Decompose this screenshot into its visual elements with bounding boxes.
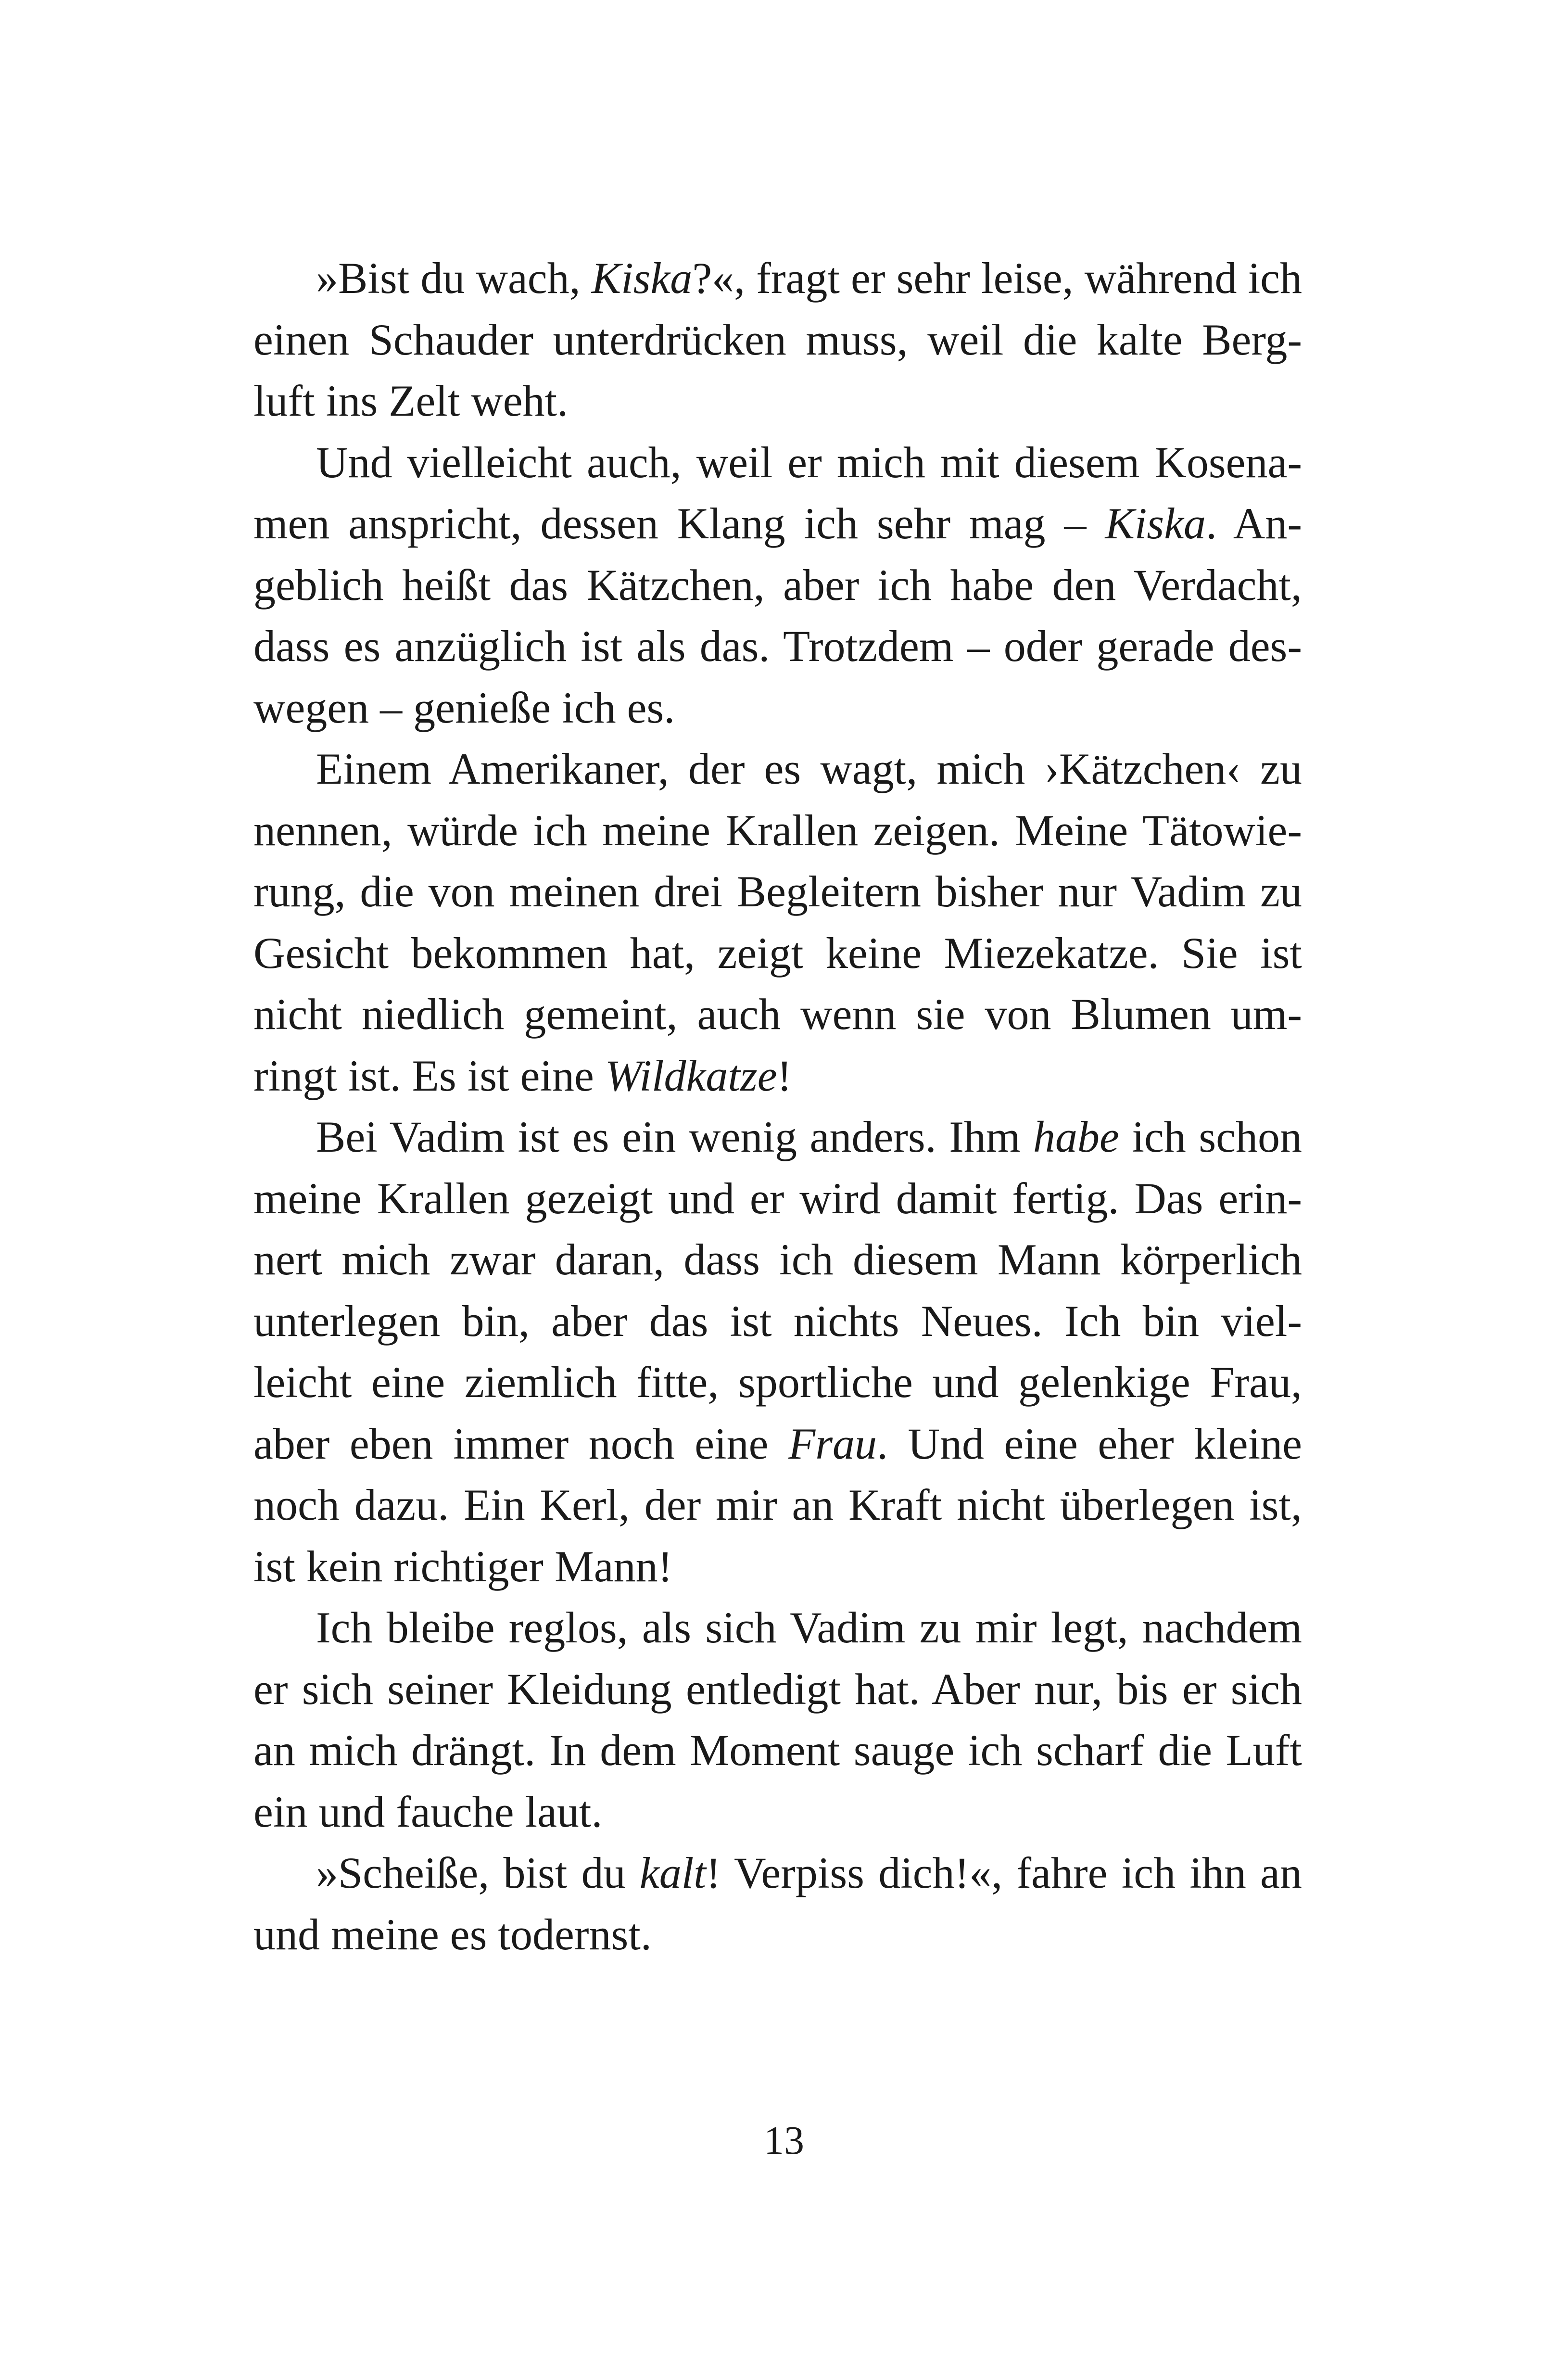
paragraph [253, 248, 1302, 432]
text-run: dass es anzüglich ist als das. Trotzdem – oder gerade des- [253, 622, 1302, 671]
text-line [253, 1720, 1302, 1781]
text-line [253, 1413, 1302, 1475]
text-run: noch dazu. Ein Kerl, der mir an Kraft nicht überlegen ist, [253, 1480, 1302, 1529]
text-run: ein und fauche laut. [253, 1787, 603, 1836]
paragraph [253, 1597, 1302, 1843]
text-run: Und vielleicht auch, weil er mich mit diesem Kosena- [316, 437, 1302, 487]
text-line [253, 1843, 1302, 1904]
text-line [253, 1229, 1302, 1291]
text-run: men anspricht, dessen Klang ich sehr mag – [253, 499, 1105, 548]
text-run: ?«, fragt er sehr leise, während ich [692, 254, 1302, 303]
text-run: Ich bleibe reglos, als sich Vadim zu mir legt, nachdem [316, 1603, 1302, 1652]
text-run: meine Krallen gezeigt und er wird damit fertig. Das erin- [253, 1173, 1302, 1223]
text-run: rung, die von meinen drei Begleitern bisher nur Vadim zu [253, 867, 1302, 916]
text-run: luft ins Zelt weht. [253, 376, 569, 425]
text-line [253, 800, 1302, 862]
text-run: nicht niedlich gemeint, auch wenn sie von Blumen um- [253, 990, 1302, 1039]
italic-run: Wildkatze [605, 1051, 777, 1100]
text-run: ! Verpiss dich!«, fahre ich ihn an [706, 1848, 1302, 1897]
text-run: Einem Amerikaner, der es wagt, mich ›Kätzchen‹ zu [316, 744, 1302, 793]
text-run: »Bist du wach, [316, 254, 592, 303]
text-run: wegen – genieße ich es. [253, 683, 675, 732]
text-line [253, 1904, 1302, 1966]
text-run: und meine es todernst. [253, 1909, 652, 1959]
text-line [253, 1659, 1302, 1720]
italic-run: Kiska [1105, 499, 1206, 548]
text-run: unterlegen bin, aber das ist nichts Neues. Ich bin viel- [253, 1296, 1302, 1346]
text-line [253, 923, 1302, 984]
text-line [253, 616, 1302, 677]
paragraph [253, 1106, 1302, 1597]
text-run: nert mich zwar daran, dass ich diesem Mann körperlich [253, 1235, 1302, 1284]
paragraph [253, 1843, 1302, 1965]
paragraph [253, 432, 1302, 739]
text-line [253, 248, 1302, 309]
text-run: ! [777, 1051, 792, 1100]
italic-run: habe [1033, 1112, 1119, 1161]
text-run: er sich seiner Kleidung entledigt hat. Aber nur, bis er sich [253, 1664, 1302, 1714]
text-line [253, 1597, 1302, 1659]
text-line [253, 1781, 1302, 1843]
text-line [253, 1291, 1302, 1352]
text-run: . Und eine eher kleine [877, 1419, 1302, 1468]
text-run: Gesicht bekommen hat, zeigt keine Miezekatze. Sie ist [253, 928, 1302, 978]
text-line [253, 1536, 1302, 1598]
text-line [253, 738, 1302, 800]
text-run: ringt ist. Es ist eine [253, 1051, 605, 1100]
paragraph [253, 738, 1302, 1106]
text-line [253, 677, 1302, 739]
text-run: »Scheiße, bist du [316, 1848, 640, 1897]
text-run: . An- [1206, 499, 1302, 548]
text-run: einen Schauder unterdrücken muss, weil die kalte Berg- [253, 315, 1302, 364]
italic-run: Frau [788, 1419, 877, 1468]
text-run: nennen, würde ich meine Krallen zeigen. Meine Tätowie- [253, 805, 1302, 855]
text-line [253, 984, 1302, 1045]
body-text [253, 248, 1302, 1965]
text-line [253, 1474, 1302, 1536]
page-number: 13 [764, 2118, 804, 2163]
text-run: an mich drängt. In dem Moment sauge ich scharf die Luft [253, 1726, 1302, 1775]
text-line [253, 1352, 1302, 1413]
text-line [253, 370, 1302, 432]
text-run: ist kein richtiger Mann! [253, 1541, 673, 1591]
text-line [253, 309, 1302, 371]
text-line [253, 1106, 1302, 1168]
text-line [253, 493, 1302, 555]
text-run: geblich heißt das Kätzchen, aber ich habe den Verdacht, [253, 560, 1302, 610]
text-line [253, 1168, 1302, 1230]
text-line [253, 861, 1302, 923]
text-run: Bei Vadim ist es ein wenig anders. Ihm [316, 1112, 1033, 1161]
text-run: leicht eine ziemlich fitte, sportliche und gelenkige Frau, [253, 1358, 1302, 1407]
italic-run: kalt [639, 1848, 706, 1897]
italic-run: Kiska [591, 254, 693, 303]
text-run: ich schon [1119, 1112, 1302, 1161]
text-run: aber eben immer noch eine [253, 1419, 788, 1468]
text-line [253, 432, 1302, 494]
text-line [253, 555, 1302, 616]
text-line [253, 1045, 1302, 1107]
